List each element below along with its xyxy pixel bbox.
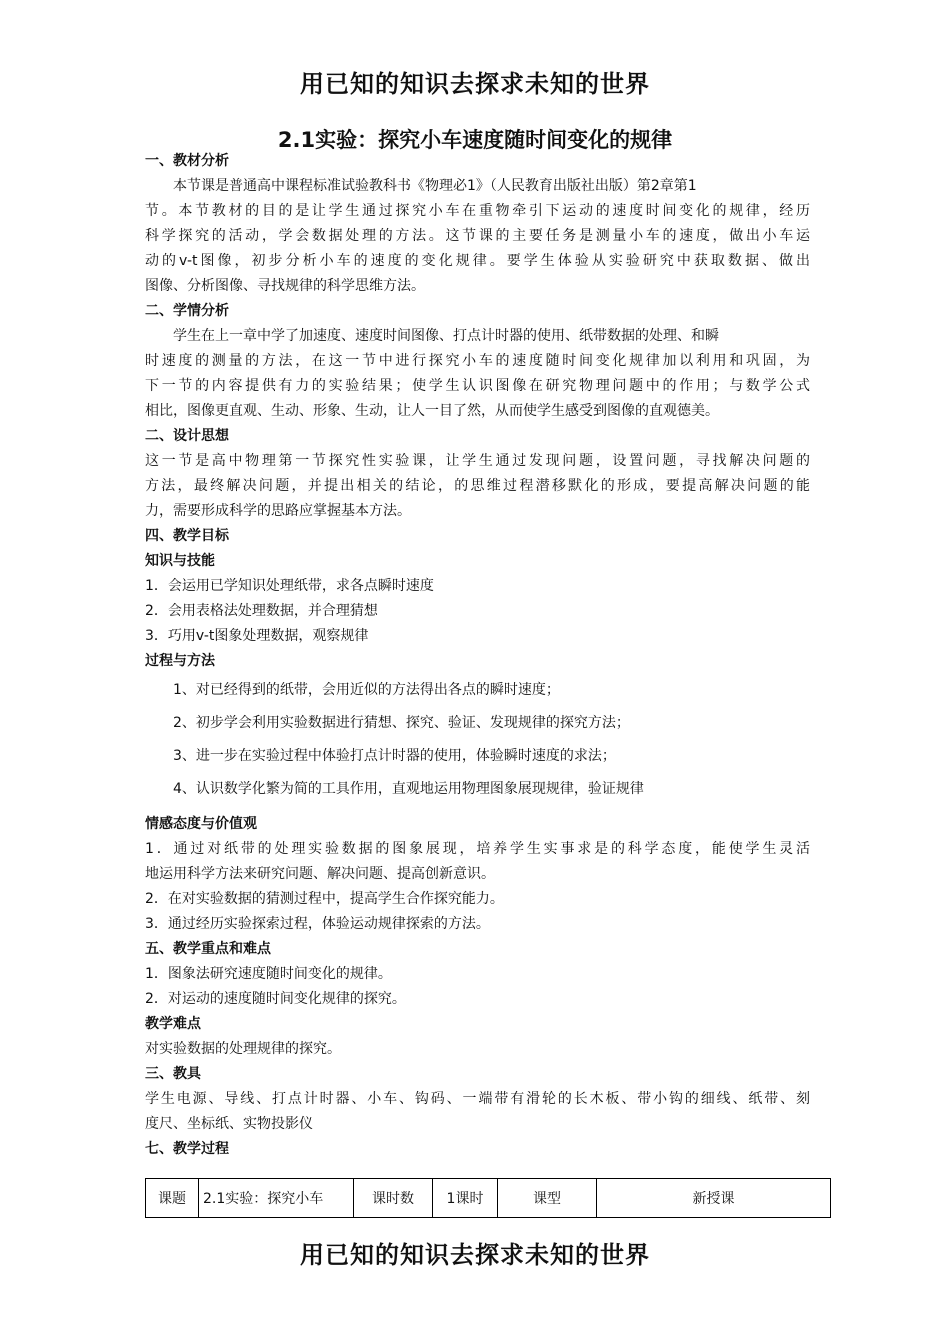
paragraph-line: 相比，图像更直观、生动、形象、生动，让人一目了然，从而使学生感受到图像的直观德美。	[145, 403, 719, 419]
list-item: 1．通过对纸带的处理实验数据的图象展现，培养学生实事求是的科学态度，能使学生灵活	[145, 841, 810, 857]
header-title: 用已知的知识去探求未知的世界	[300, 70, 650, 98]
section-heading-key-points: 五、教学重点和难点	[145, 941, 271, 957]
lesson-info-table	[145, 1178, 831, 1218]
paragraph-line: 图像、分析图像、寻找规律的科学思维方法。	[145, 278, 425, 294]
table-cell: 1课时	[433, 1179, 498, 1218]
section-heading-design-idea: 二、设计思想	[145, 428, 229, 444]
paragraph-line: 科学探究的活动，学会数据处理的方法。这节课的主要任务是测量小车的速度，做出小车运	[145, 228, 810, 244]
table-cell: 课题	[146, 1179, 199, 1218]
subheading-emotion-values: 情感态度与价值观	[145, 816, 257, 832]
paragraph-line: 力，需要形成科学的思路应掌握基本方法。	[145, 503, 411, 519]
paragraph-line: 动的v-t图像，初步分析小车的速度的变化规律。要学生体验从实验研究中获取数据、做出	[145, 253, 810, 269]
list-item: 1．图象法研究速度随时间变化的规律。	[145, 966, 392, 982]
subheading-knowledge-skills: 知识与技能	[145, 553, 215, 569]
section-heading-learner-analysis: 二、学情分析	[145, 303, 229, 319]
list-item: 1．会运用已学知识处理纸带，求各点瞬时速度	[145, 578, 434, 594]
list-item: 2．在对实验数据的猜测过程中，提高学生合作探究能力。	[145, 891, 504, 907]
section-heading-teaching-process: 七、教学过程	[145, 1141, 229, 1157]
list-item: 地运用科学方法来研究问题、解决问题、提高创新意识。	[145, 866, 495, 882]
paragraph-line: 方法，最终解决问题，并提出相关的结论，的思维过程潜移默化的形成，要提高解决问题的能	[145, 478, 810, 494]
list-item: 3．巧用v-t图象处理数据，观察规律	[145, 628, 369, 644]
paragraph-line: 节。本节教材的目的是让学生通过探究小车在重物牵引下运动的速度时间变化的规律，经历	[145, 203, 810, 219]
list-item: 3、进一步在实验过程中体验打点计时器的使用，体验瞬时速度的求法；	[173, 748, 616, 764]
table-row	[146, 1179, 831, 1218]
paragraph-line: 度尺、坐标纸、实物投影仪	[145, 1116, 313, 1132]
list-item: 2、初步学会利用实验数据进行猜想、探究、验证、发现规律的探究方法；	[173, 715, 630, 731]
subheading-difficulty: 教学难点	[145, 1016, 201, 1032]
list-item: 4、认识数学化繁为简的工具作用，直观地运用物理图象展现规律，验证规律	[173, 781, 644, 797]
table-cell: 课时数	[354, 1179, 433, 1218]
paragraph-line: 学生在上一章中学了加速度、速度时间图像、打点计时器的使用、纸带数据的处理、和瞬	[173, 328, 719, 344]
section-heading-textbook-analysis: 一、教材分析	[145, 153, 229, 169]
table-cell: 新授课	[597, 1179, 831, 1218]
paragraph-line: 下一节的内容提供有力的实验结果；使学生认识图像在研究物理问题中的作用；与数学公式	[145, 378, 810, 394]
footer-title: 用已知的知识去探求未知的世界	[300, 1241, 650, 1269]
paragraph-line: 本节课是普通高中课程标准试验教科书《物理必1》（人民教育出版社出版）第2章第1	[173, 178, 697, 194]
paragraph-line: 时速度的测量的方法，在这一节中进行探究小车的速度随时间变化规律加以利用和巩固，为	[145, 353, 810, 369]
table-cell: 2.1实验：探究小车	[199, 1179, 354, 1218]
list-item: 2．会用表格法处理数据，并合理猜想	[145, 603, 378, 619]
paragraph-line: 对实验数据的处理规律的探究。	[145, 1041, 341, 1057]
paragraph-line: 这一节是高中物理第一节探究性实验课，让学生通过发现问题，设置问题，寻找解决问题的	[145, 453, 810, 469]
section-heading-teaching-goals: 四、教学目标	[145, 528, 229, 544]
document-body	[145, 149, 810, 1162]
lesson-title: 2.1实验：探究小车速度随时间变化的规律	[277, 128, 673, 152]
table-cell: 课型	[498, 1179, 597, 1218]
list-item: 2．对运动的速度随时间变化规律的探究。	[145, 991, 406, 1007]
list-item: 1、对已经得到的纸带，会用近似的方法得出各点的瞬时速度；	[173, 682, 560, 698]
paragraph-line: 学生电源、导线、打点计时器、小车、钩码、一端带有滑轮的长木板、带小钩的细线、纸带、刻	[145, 1091, 810, 1107]
list-item: 3．通过经历实验探索过程，体验运动规律探索的方法。	[145, 916, 490, 932]
section-heading-teaching-aids: 三、教具	[145, 1066, 201, 1082]
subheading-process-methods: 过程与方法	[145, 653, 215, 669]
